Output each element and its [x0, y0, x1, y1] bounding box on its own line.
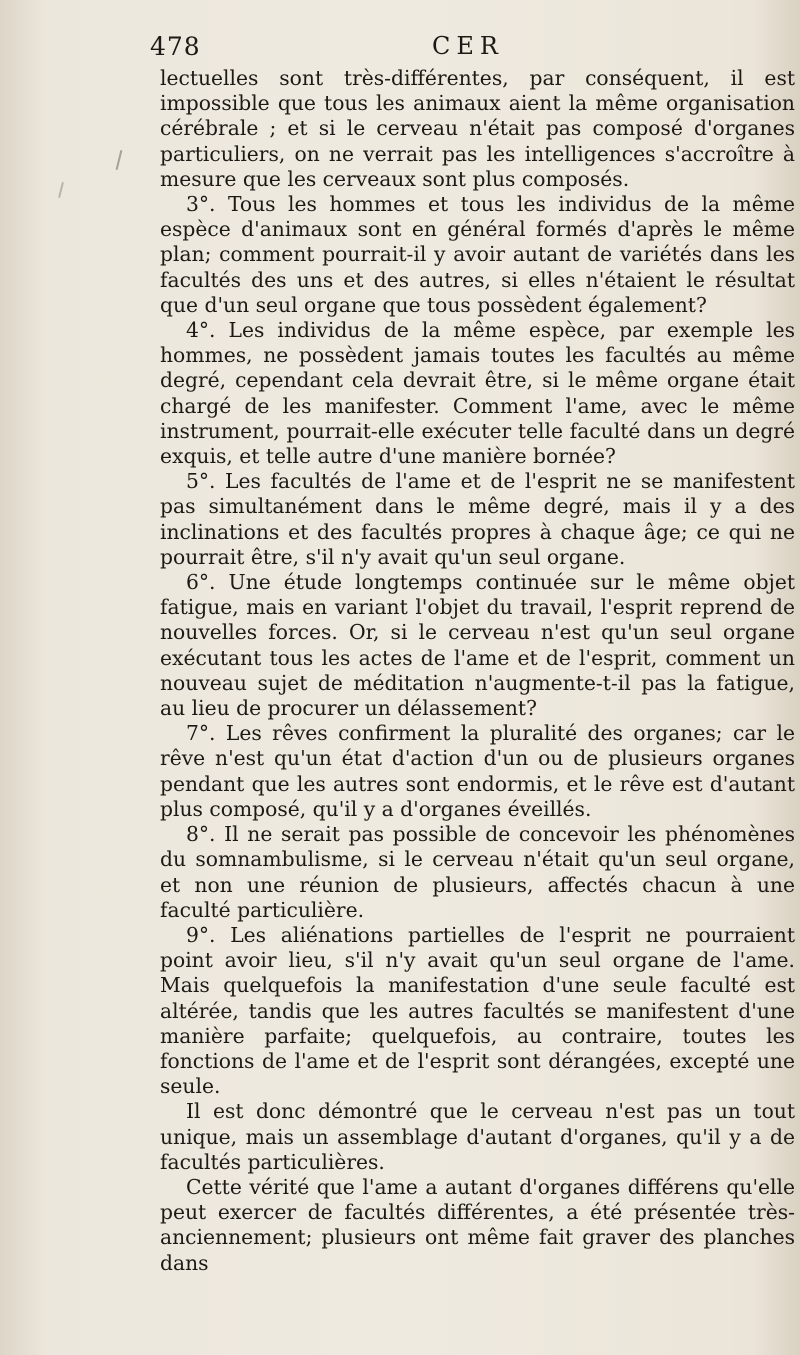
- paragraph-point-4: 4°. Les individus de la même espèce, par exemple les hommes, ne possèdent jamais toutes les facultés au même degré, cependant cela devrait être, si le même organe était chargé de les manifester. Comment l'ame, avec le même instrument, pourrait-elle exécuter telle faculté dans un degré exquis, et telle autre d'une manière bornée?: [160, 318, 795, 469]
- paragraph-point-6: 6°. Une étude longtemps continuée sur le même objet fatigue, mais en variant l'objet du travail, l'esprit reprend de nouvelles forces. Or, si le cerveau n'est qu'un seul organe exécutant tous les actes de l'ame et de l'esprit, comment un nouveau sujet de méditation n'augmente-t-il pas la fatigue, au lieu de procurer un délassement?: [160, 570, 795, 721]
- page-number: 478: [150, 32, 201, 61]
- margin-mark: [58, 182, 64, 198]
- paragraph-point-8: 8°. Il ne serait pas possible de concevoir les phénomènes du somnambulisme, si le cerveau n'était qu'un seul organe, et non une réunion de plusieurs, affectés chacun à une faculté particulière.: [160, 822, 795, 922]
- paragraph-point-3: 3°. Tous les hommes et tous les individus de la même espèce d'animaux sont en général formés d'après le même plan; comment pourrait-il y avoir autant de variétés dans les facultés des uns et des autres, si elles n'étaient le résultat que d'un seul organe que tous possèdent également?: [160, 192, 795, 317]
- paragraph-conclusion: Il est donc démontré que le cerveau n'est pas un tout unique, mais un assemblage d'autant d'organes, qu'il y a de facultés particulières.: [160, 1099, 795, 1174]
- paragraph-continuation: lectuelles sont très-différentes, par conséquent, il est impossible que tous les animaux aient la même organisation cérébrale ; et si le cerveau n'était pas composé d'organes particuliers, on ne verrait pas les intelligences s'accroître à mesure que les cerveaux sont plus composés.: [160, 66, 795, 191]
- page-header: [150, 32, 790, 66]
- body-text: [160, 66, 795, 1276]
- paragraph-final: Cette vérité que l'ame a autant d'organes différens qu'elle peut exercer de facultés différentes, a été présentée très-anciennement; plusieurs ont même fait graver des planches dans: [160, 1174, 795, 1275]
- paragraph-point-5: 5°. Les facultés de l'ame et de l'esprit ne se manifestent pas simultanément dans le même degré, mais il y a des inclinations et des facultés propres à chaque âge; ce qui ne pourrait être, s'il n'y avait qu'un seul organe.: [160, 469, 795, 569]
- margin-mark: [116, 150, 123, 170]
- paragraph-point-9: 9°. Les aliénations partielles de l'esprit ne pourraient point avoir lieu, s'il n'y avait qu'un seul organe de l'ame. Mais quelquefois la manifestation d'une seule faculté est altérée, tandis que les autres facultés se manifestent d'une manière parfaite; quelquefois, au contraire, toutes les fonctions de l'ame et de l'esprit sont dérangées, excepté une seule.: [160, 922, 795, 1099]
- paragraph-point-7: 7°. Les rêves confirment la pluralité des organes; car le rêve n'est qu'un état d'action d'un ou de plusieurs organes pendant que les autres sont endormis, et le rêve est d'autant plus composé, qu'il y a d'organes éveillés.: [160, 721, 795, 821]
- running-head: CER: [432, 32, 504, 60]
